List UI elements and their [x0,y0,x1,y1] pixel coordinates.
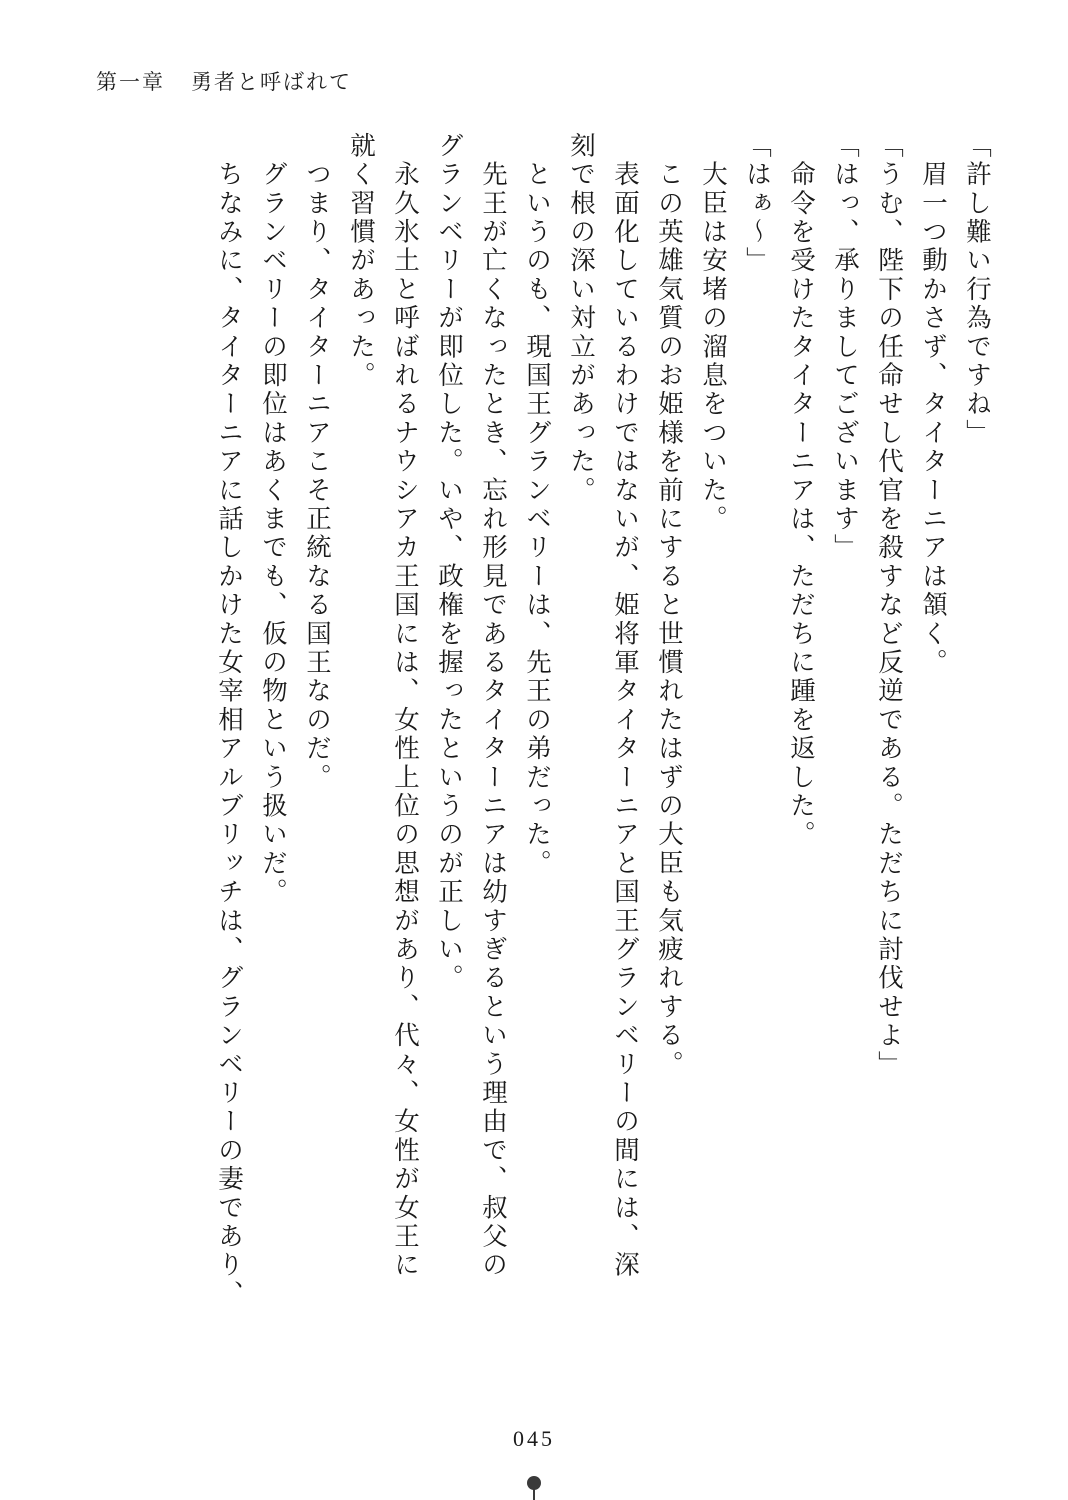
text-line: 就く習慣があった。 [347,132,376,391]
text-line: 眉一つ動かさず、タイターニアは頷く。 [919,132,948,678]
text-line: 表面化しているわけではないが、姫将軍タイターニアと国王グランベリーの間には、深 [611,132,640,1280]
text-line: というのも、現国王グランベリーは、先王の弟だった。 [523,132,552,879]
text-line: 大臣は安堵の溜息をついた。 [699,132,728,534]
running-head [96,66,352,96]
text-line: 先王が亡くなったとき、忘れ形見であるタイターニアは幼すぎるという理由で、叔父の [479,132,508,1280]
text-line: 永久氷土と呼ばれるナウシアカ王国には、女性上位の思想があり、代々、女性が女王に [391,132,420,1280]
page-number: 045 [513,1426,555,1451]
text-line: 「許し難い行為ですね」 [963,132,992,448]
text-line: 命令を受けたタイターニアは、ただちに踵を返した。 [787,132,816,850]
folio-stem-icon [533,1488,535,1500]
text-line: 「はっ、承りましてございます」 [831,132,860,563]
text-line: 刻で根の深い対立があった。 [567,132,596,506]
text-line: 「うむ、陛下の任命せし代官を殺すなど反逆である。ただちに討伐せよ」 [875,132,904,1080]
running-head-chapter-number: 第一章 [96,70,165,94]
vertical-text-body [78,132,990,1364]
text-line: 「はぁ～」 [743,132,772,276]
running-head-chapter-title: 勇者と呼ばれて [191,70,352,94]
text-line: グランベリーの即位はあくまでも、仮の物という扱いだ。 [259,132,288,907]
text-line: グランベリーが即位した。いや、政権を握ったというのが正しい。 [435,132,464,993]
text-line: ちなみに、タイターニアに話しかけた女宰相アルブリッチは、グランベリーの妻であり、 [215,132,244,1309]
text-line: この英雄気質のお姫様を前にすると世慣れたはずの大臣も気疲れする。 [655,132,684,1080]
text-line: つまり、タイターニアこそ正統なる国王なのだ。 [303,132,332,793]
